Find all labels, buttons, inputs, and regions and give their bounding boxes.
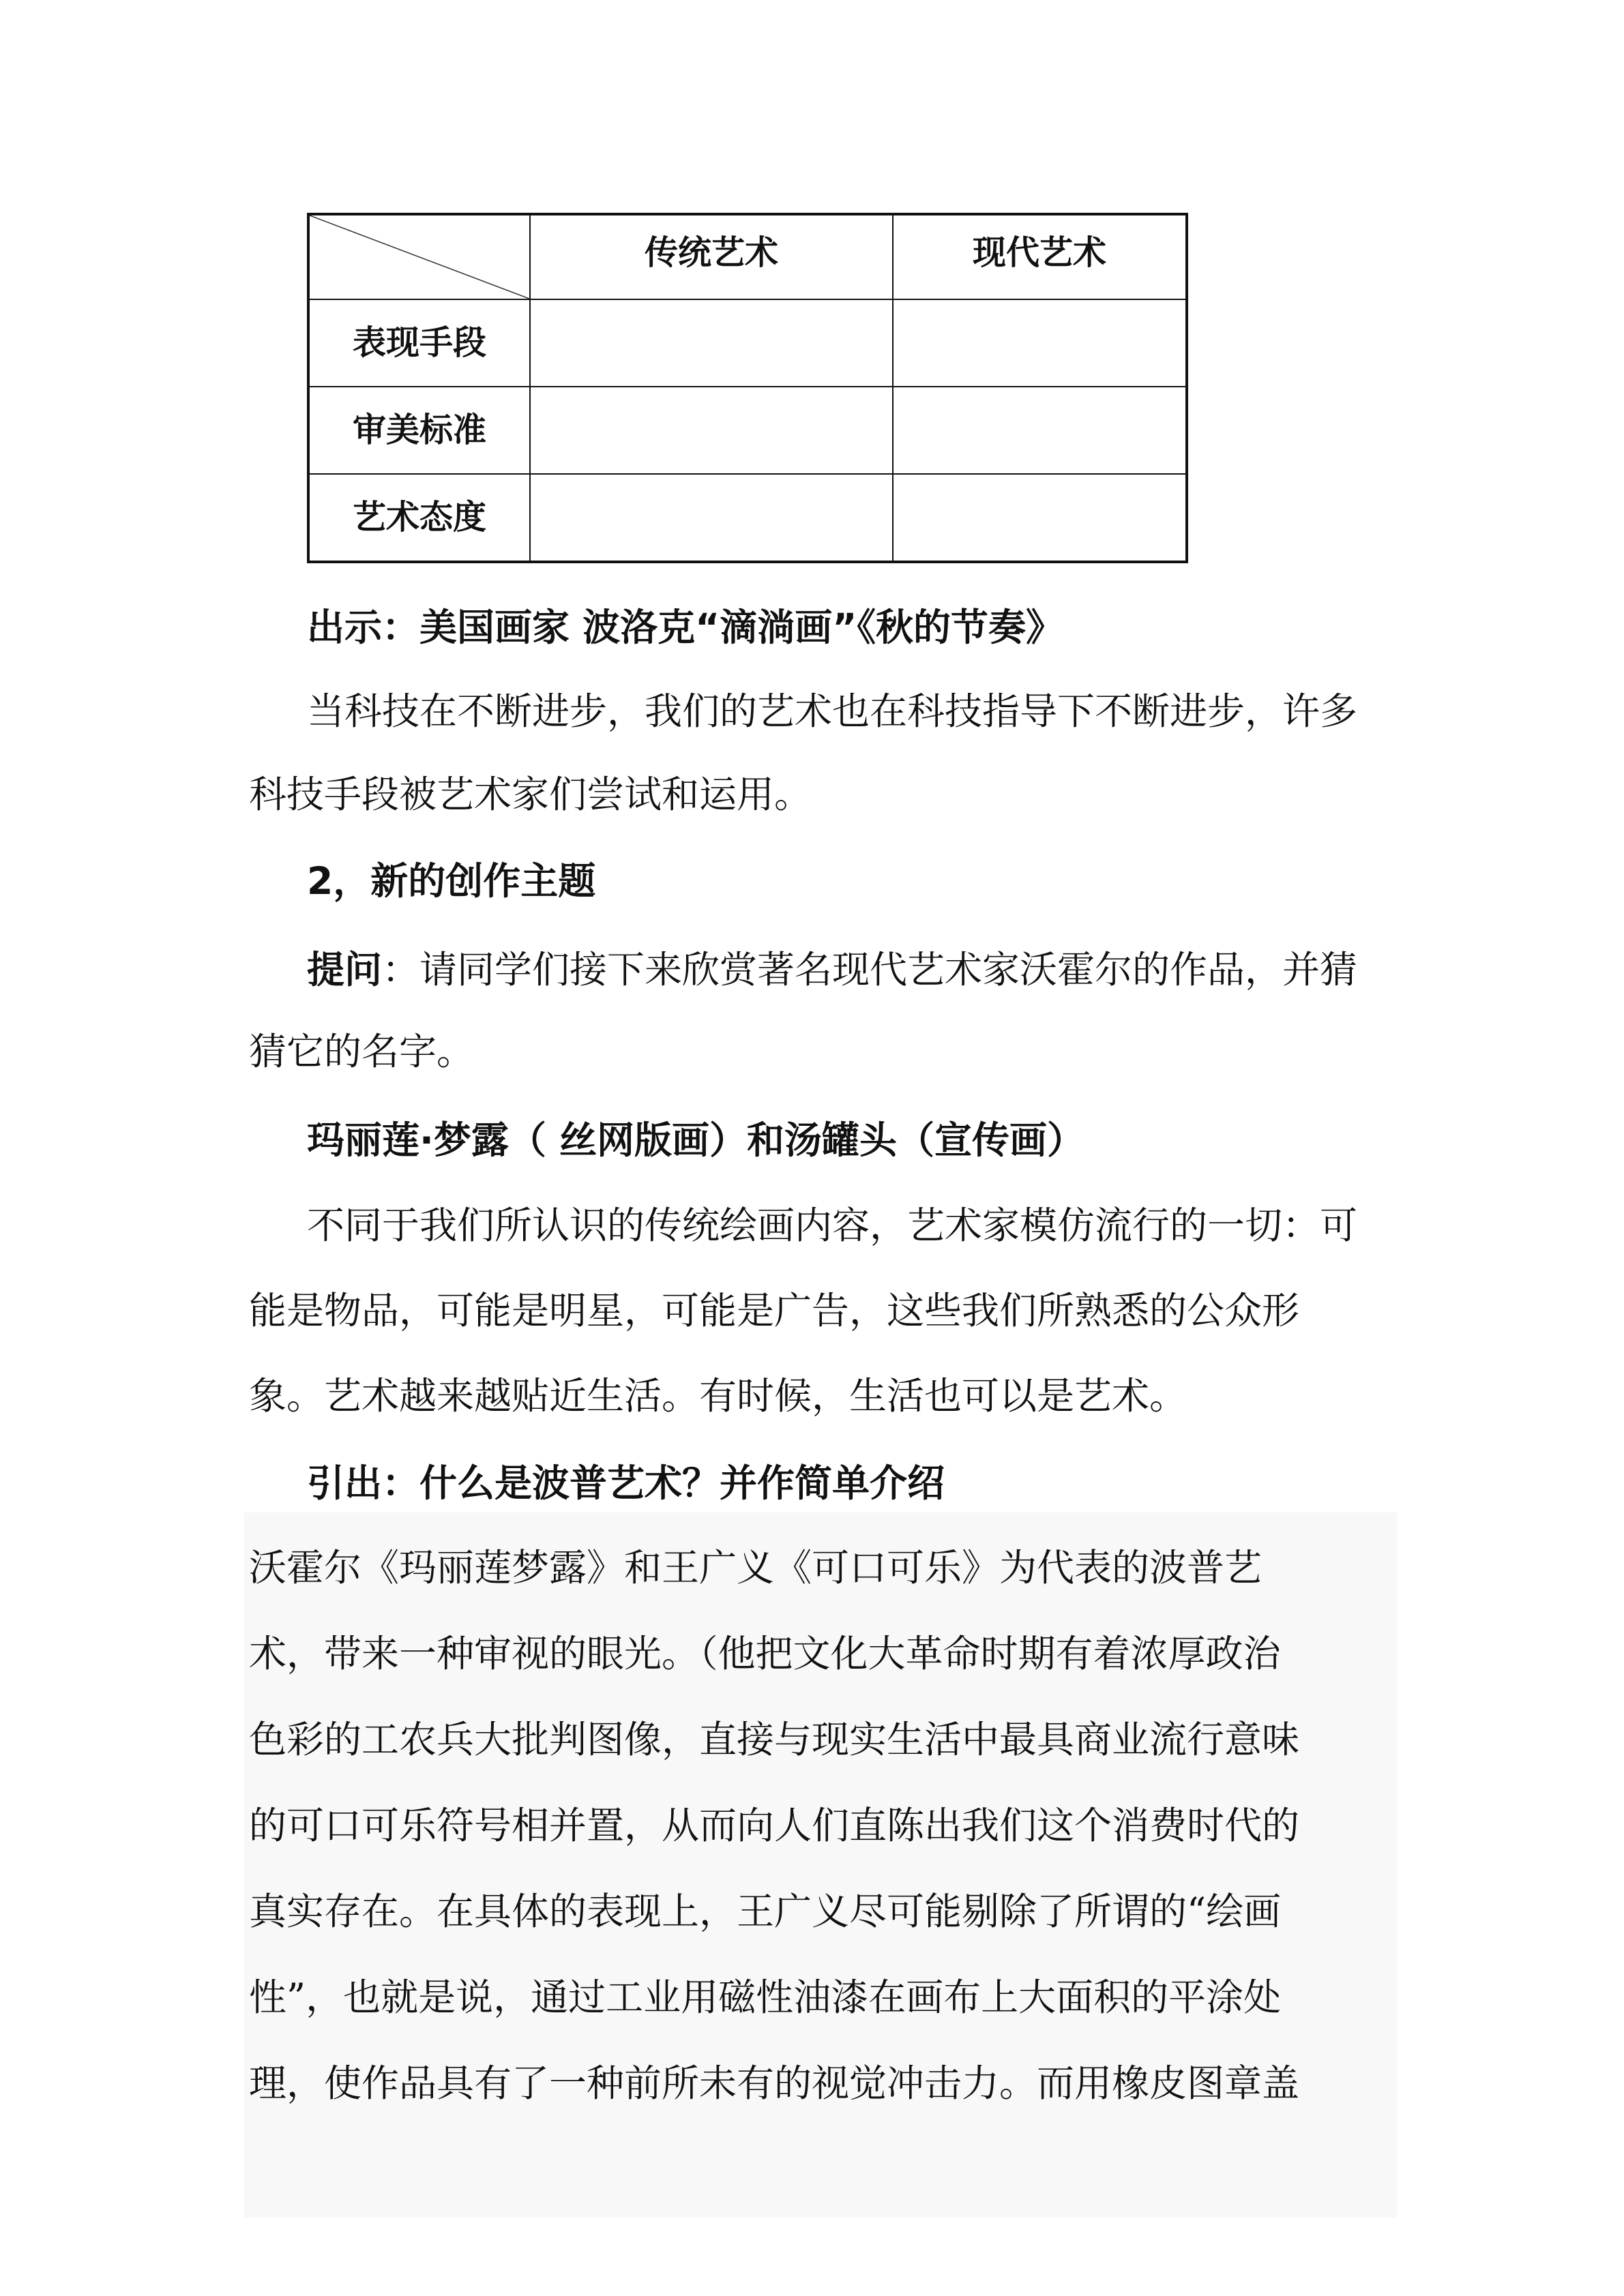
table-header-cell bbox=[893, 214, 1187, 299]
row-label-cell bbox=[308, 474, 530, 562]
table-cell bbox=[530, 387, 893, 474]
diff-paragraph-line: 不同于我们所认识的传统绘画内容，艺术家模仿流行的一切：可 bbox=[307, 1204, 1358, 1247]
works-line: 玛丽莲·梦露（ 丝网版画）和汤罐头（宣传画） bbox=[307, 1118, 1085, 1162]
quote-line: 的可口可乐符号相并置，从而向人们直陈出我们这个消费时代的 bbox=[249, 1804, 1300, 1847]
question-line bbox=[307, 946, 1357, 994]
diff-paragraph-line: 象。艺术越来越贴近生活。有时候，生活也可以是艺术。 bbox=[249, 1374, 1187, 1418]
table-cell bbox=[893, 299, 1187, 387]
header-traditional-art: 传统艺术 bbox=[644, 233, 778, 272]
quote-line: 术，带来一种审视的眼光。（他把文化大革命时期有着浓厚政治 bbox=[249, 1632, 1281, 1675]
show-line: 出示：美国画家 波洛克“滴淌画”《秋的节奏》 bbox=[307, 606, 1063, 649]
table-cell bbox=[530, 474, 893, 562]
lead-line: 引出：什么是波普艺术？并作简单介绍 bbox=[307, 1461, 945, 1505]
question-text: ：请同学们接下来欣赏著名现代艺术家沃霍尔的作品，并猜 bbox=[382, 948, 1358, 992]
row-label: 审美标准 bbox=[352, 411, 486, 449]
row-label: 艺术态度 bbox=[352, 498, 486, 537]
row-label-cell bbox=[308, 387, 530, 474]
question-line: 猜它的名字。 bbox=[249, 1030, 475, 1073]
diff-paragraph-line: 能是物品，可能是明星，可能是广告，这些我们所熟悉的公众形 bbox=[249, 1289, 1300, 1332]
table-corner-cell bbox=[308, 214, 530, 299]
quote-line: 沃霍尔《玛丽莲梦露》和王广义《可口可乐》为代表的波普艺 bbox=[249, 1546, 1263, 1590]
quote-line: 理，使作品具有了一种前所未有的视觉冲击力。而用橡皮图章盖 bbox=[249, 2061, 1300, 2105]
table-cell bbox=[530, 299, 893, 387]
table-row bbox=[308, 299, 1187, 387]
table-cell bbox=[893, 474, 1187, 562]
table-cell bbox=[893, 387, 1187, 474]
comparison-table bbox=[307, 213, 1188, 563]
quote-line: 性”，也就是说，通过工业用磁性油漆在画布上大面积的平涂处 bbox=[249, 1976, 1282, 2019]
diagonal-divider bbox=[310, 215, 529, 299]
table-header-row bbox=[308, 214, 1187, 299]
row-label-cell bbox=[308, 299, 530, 387]
row-label: 表现手段 bbox=[352, 323, 486, 362]
quote-line: 真实存在。在具体的表现上，王广义尽可能剔除了所谓的“绘画 bbox=[249, 1890, 1282, 1933]
header-modern-art: 现代艺术 bbox=[972, 233, 1106, 272]
tech-paragraph-line: 当科技在不断进步，我们的艺术也在科技指导下不断进步，许多 bbox=[307, 689, 1358, 733]
tech-paragraph-line: 科技手段被艺术家们尝试和运用。 bbox=[249, 773, 812, 816]
table-row bbox=[308, 474, 1187, 562]
table-header-cell bbox=[530, 214, 893, 299]
table-row bbox=[308, 387, 1187, 474]
quote-line: 色彩的工农兵大批判图像，直接与现实生活中最具商业流行意味 bbox=[249, 1718, 1300, 1761]
question-label: 提问 bbox=[307, 948, 383, 992]
section-title: 2，新的创作主题 bbox=[307, 859, 596, 903]
pop-art-quote-panel bbox=[244, 1512, 1397, 2218]
